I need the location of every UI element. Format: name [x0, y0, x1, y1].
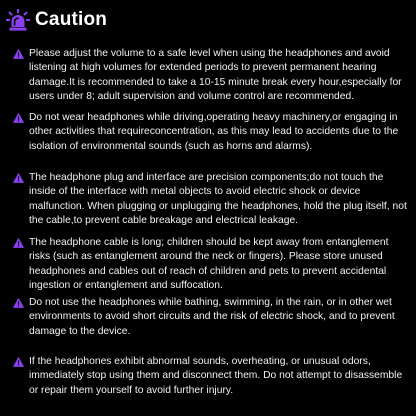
warning-icon — [13, 357, 24, 367]
warning-icon — [13, 49, 24, 59]
caution-item — [13, 111, 411, 154]
caution-item-text: The headphone plug and interface are precision components;do not touch the inside of the interface with metal objects to avoid electric shock or device malfunction. When plugging or unplugging the headphones, hold the plug itself, not the cable,to prevent cable breakage and electrical leakage. — [29, 172, 407, 226]
warning-icon — [13, 173, 24, 183]
warning-icon — [13, 298, 24, 308]
caution-header — [6, 8, 107, 32]
warning-icon — [13, 113, 24, 123]
page-title: Caution — [35, 9, 108, 30]
caution-item-text: The headphone cable is long; children should be kept away from entanglement risks (such as entanglement around the neck or fingers). Please store unused headphones and cables out of reach of children and pets to prevent accidental ingestion or entanglement and suffocation. — [29, 237, 389, 291]
caution-item — [13, 171, 411, 228]
warning-icon — [13, 238, 24, 248]
caution-item — [13, 296, 411, 339]
caution-item-text: Do not use the headphones while bathing, swimming, in the rain, or in other wet environments to avoid short circuits and the risk of electric shock, and to prevent damage to the device. — [29, 297, 395, 337]
caution-item-text: Please adjust the volume to a safe level when using the headphones and avoid listening at high volumes for extended periods to prevent permanent hearing damage.It is recommended to take a 10-15 minute break every hour,especially for users under 8; adult supervision and volume control are recommended. — [29, 48, 402, 102]
caution-item — [13, 355, 411, 398]
caution-item-text: Do not wear headphones while driving,operating heavy machinery,or engaging in other activities that requireconcentration, as this may lead to accidents due to the isolation of environmental sounds (such as horns and alarms). — [29, 112, 399, 152]
caution-item — [13, 47, 411, 104]
caution-item-text: If the headphones exhibit abnormal sounds, overheating, or unusual odors, immediately stop using them and disconnect them. Do not attempt to disassemble or repair them yourself to avoid further injury. — [29, 356, 403, 396]
siren-icon — [6, 9, 30, 31]
caution-item — [13, 236, 411, 293]
